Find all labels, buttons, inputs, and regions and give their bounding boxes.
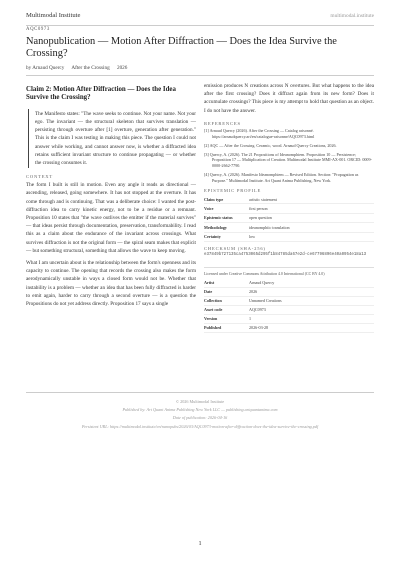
table-key: Methodology <box>204 223 249 232</box>
reference-item: [2] AQC — After the Crossing. Ceramic, wood. Arnaud Quercy Creations, 2026. <box>204 142 337 148</box>
reference-item[interactable]: [1] Arnaud Quercy (2026). After the Crossing — Catalog raisonné. https://arnaudquercy.art/en/catalogue-raisonne/AQC0973.html <box>204 127 315 139</box>
table-key: Certainty <box>204 232 249 241</box>
table-row <box>204 195 374 204</box>
table-key: Asset code <box>204 305 249 314</box>
footer-divider <box>26 392 374 393</box>
references-label: REFERENCES <box>204 120 241 126</box>
table-key: Version <box>204 314 249 323</box>
byline-year: 2026 <box>116 65 128 71</box>
table-value: ideanomphiic translation <box>249 223 374 232</box>
table-value: 2026-03-28 <box>249 323 374 332</box>
header-divider <box>26 25 374 26</box>
table-row <box>204 204 374 213</box>
table-value: Unnamed Creations <box>249 296 374 305</box>
table-key: Published <box>204 323 249 332</box>
page-footer <box>26 398 374 431</box>
table-value: artistic statement <box>249 195 374 204</box>
table-row <box>204 232 374 241</box>
title-divider <box>26 75 374 76</box>
table-value: 2026 <box>249 287 374 296</box>
table-key: Claim type <box>204 195 249 204</box>
left-column <box>26 82 196 312</box>
page-header <box>26 12 374 26</box>
table-value: AQC0973 <box>249 305 374 314</box>
table-value: low <box>249 232 374 241</box>
table-key: Voice <box>204 204 249 213</box>
table-row <box>204 223 374 232</box>
checksum-value: e37849b727135ca4753065d295f1b84785da67e2d-ce67796896e40a0954e18a13 <box>204 253 367 258</box>
table-key: Epistemic status <box>204 213 249 222</box>
right-column <box>204 82 374 333</box>
references-list <box>204 128 374 184</box>
metadata-table <box>204 279 374 333</box>
page-number: 1 <box>198 540 202 547</box>
table-row <box>204 296 374 305</box>
footer-date: Date of publication: 2026-04-16 <box>172 415 228 421</box>
footer-copyright: © 2026 Multimodal Institute <box>175 399 225 404</box>
table-value: open question <box>249 213 374 222</box>
claim-quote: The Manifesto states: "The wave seeks to continue. Not your name. Not your ego. The invariant — the structural skeleton that survives translation — persisting through overture after [1] overture, generation after generation." This is the claim I was testing in making this piece. The question I could not answer while working, and cannot answer now, is whether a diffracted idea retains sufficient invariant structure to continue propagating — or whether the crossing consumes it. <box>28 109 196 168</box>
context-label: CONTEXT <box>26 174 54 180</box>
table-row <box>204 213 374 222</box>
license-box <box>204 267 374 333</box>
reference-item: [3] Quercy, A. (2026). The 21 Propositions of Ideanomphiem. Proposition 10 — Persistence; Proposition 17 — Multiplication of Creation. Multimodal Institute MMI-AX-001. ORCID: 0009-0000-2662-7790. <box>204 151 372 169</box>
claim-heading: Claim 2: Motion After Diffraction — Does the Idea Survive the Crossing? <box>26 86 176 102</box>
checksum-label: CHECKSUM (SHA-256) <box>204 246 266 252</box>
footer-publisher[interactable]: Published by: Art Quant Anima Publishing New York LLC — publishing.artquantanima.com <box>122 407 278 413</box>
byline-work: After the Crossing <box>71 65 110 71</box>
context-paragraph-continued: emission produces N creations across N overtures. But what happens to the idea after the first crossing? Does it diffract again from its new form? Does it accumulate crossings? This piece is my attempt to hold that question as an object. I do not have the answer. <box>204 83 374 114</box>
license-line[interactable]: Licensed under Creative Commons Attribution 4.0 International (CC BY 4.0) <box>204 271 325 276</box>
table-key: Artist <box>204 279 249 287</box>
byline-author: by Arnaud Quercy <box>26 65 65 71</box>
publisher-name: Multimodal Institute <box>26 12 81 19</box>
footer-url[interactable]: Persistent URL: https://multimodal.institute/en/nanopubs/2026/03/AQC0973-motion-after-diffraction-does-the-idea-survive-the-crossing.pdf <box>81 423 319 429</box>
context-paragraph: What I am uncertain about is the relationship between the form's openness and its capacity to continue. The opening that records the crossing also makes the form aerodynamically unstable in ways a closed form would not be. Whether that instability is a problem — whether an idea that has been fully diffracted is harder to emit again, harder to carry through a second overture — is a question the Propositions do not yet address directly. Proposition 17 says a single <box>26 260 196 308</box>
context-paragraph: The form I built is still in motion. Even any angle it reads as directional — ascending, released, going somewhere. It has not stopped at the overture. It has come through and is continuing. That was a deliberate choice: I wanted the post-diffraction idea to carry kinetic energy, not to be a residue or a remnant. Proposition 10 states that "the wave outlives the emitter if the material survives" — that ideas persist through documentation, preservation, transformability. I read this as a claim about the endurance of the invariant across crossings. What survives diffraction is not the original form — the spiral seam makes that explicit — but something structural, something that allows the wave to keep moving. <box>26 182 196 254</box>
publisher-domain[interactable]: multimodal.institute <box>330 13 374 19</box>
page-title: Nanopublication — Motion After Diffraction — Does the Idea Survive the Crossing? <box>26 36 337 59</box>
table-row <box>204 323 374 332</box>
byline <box>26 65 133 71</box>
table-row <box>204 279 374 287</box>
table-row <box>204 314 374 323</box>
table-value: first person <box>249 204 374 213</box>
epistemic-table <box>204 195 374 242</box>
table-row <box>204 305 374 314</box>
document-id: AQC0973 <box>26 27 50 32</box>
table-value: 1 <box>249 314 374 323</box>
epistemic-label: EPISTEMIC PROFILE <box>204 188 262 194</box>
table-key: Date <box>204 287 249 296</box>
reference-item: [4] Quercy, A. (2026). Manifesto Ideanomphiem — Revised Edition. Section: "Propagation as Purpose." Multimodal Institute. Art Quant Anima Publishing, New York. <box>204 172 359 184</box>
table-row <box>204 287 374 296</box>
table-key: Collection <box>204 296 249 305</box>
table-value: Arnaud Quercy <box>249 279 374 287</box>
